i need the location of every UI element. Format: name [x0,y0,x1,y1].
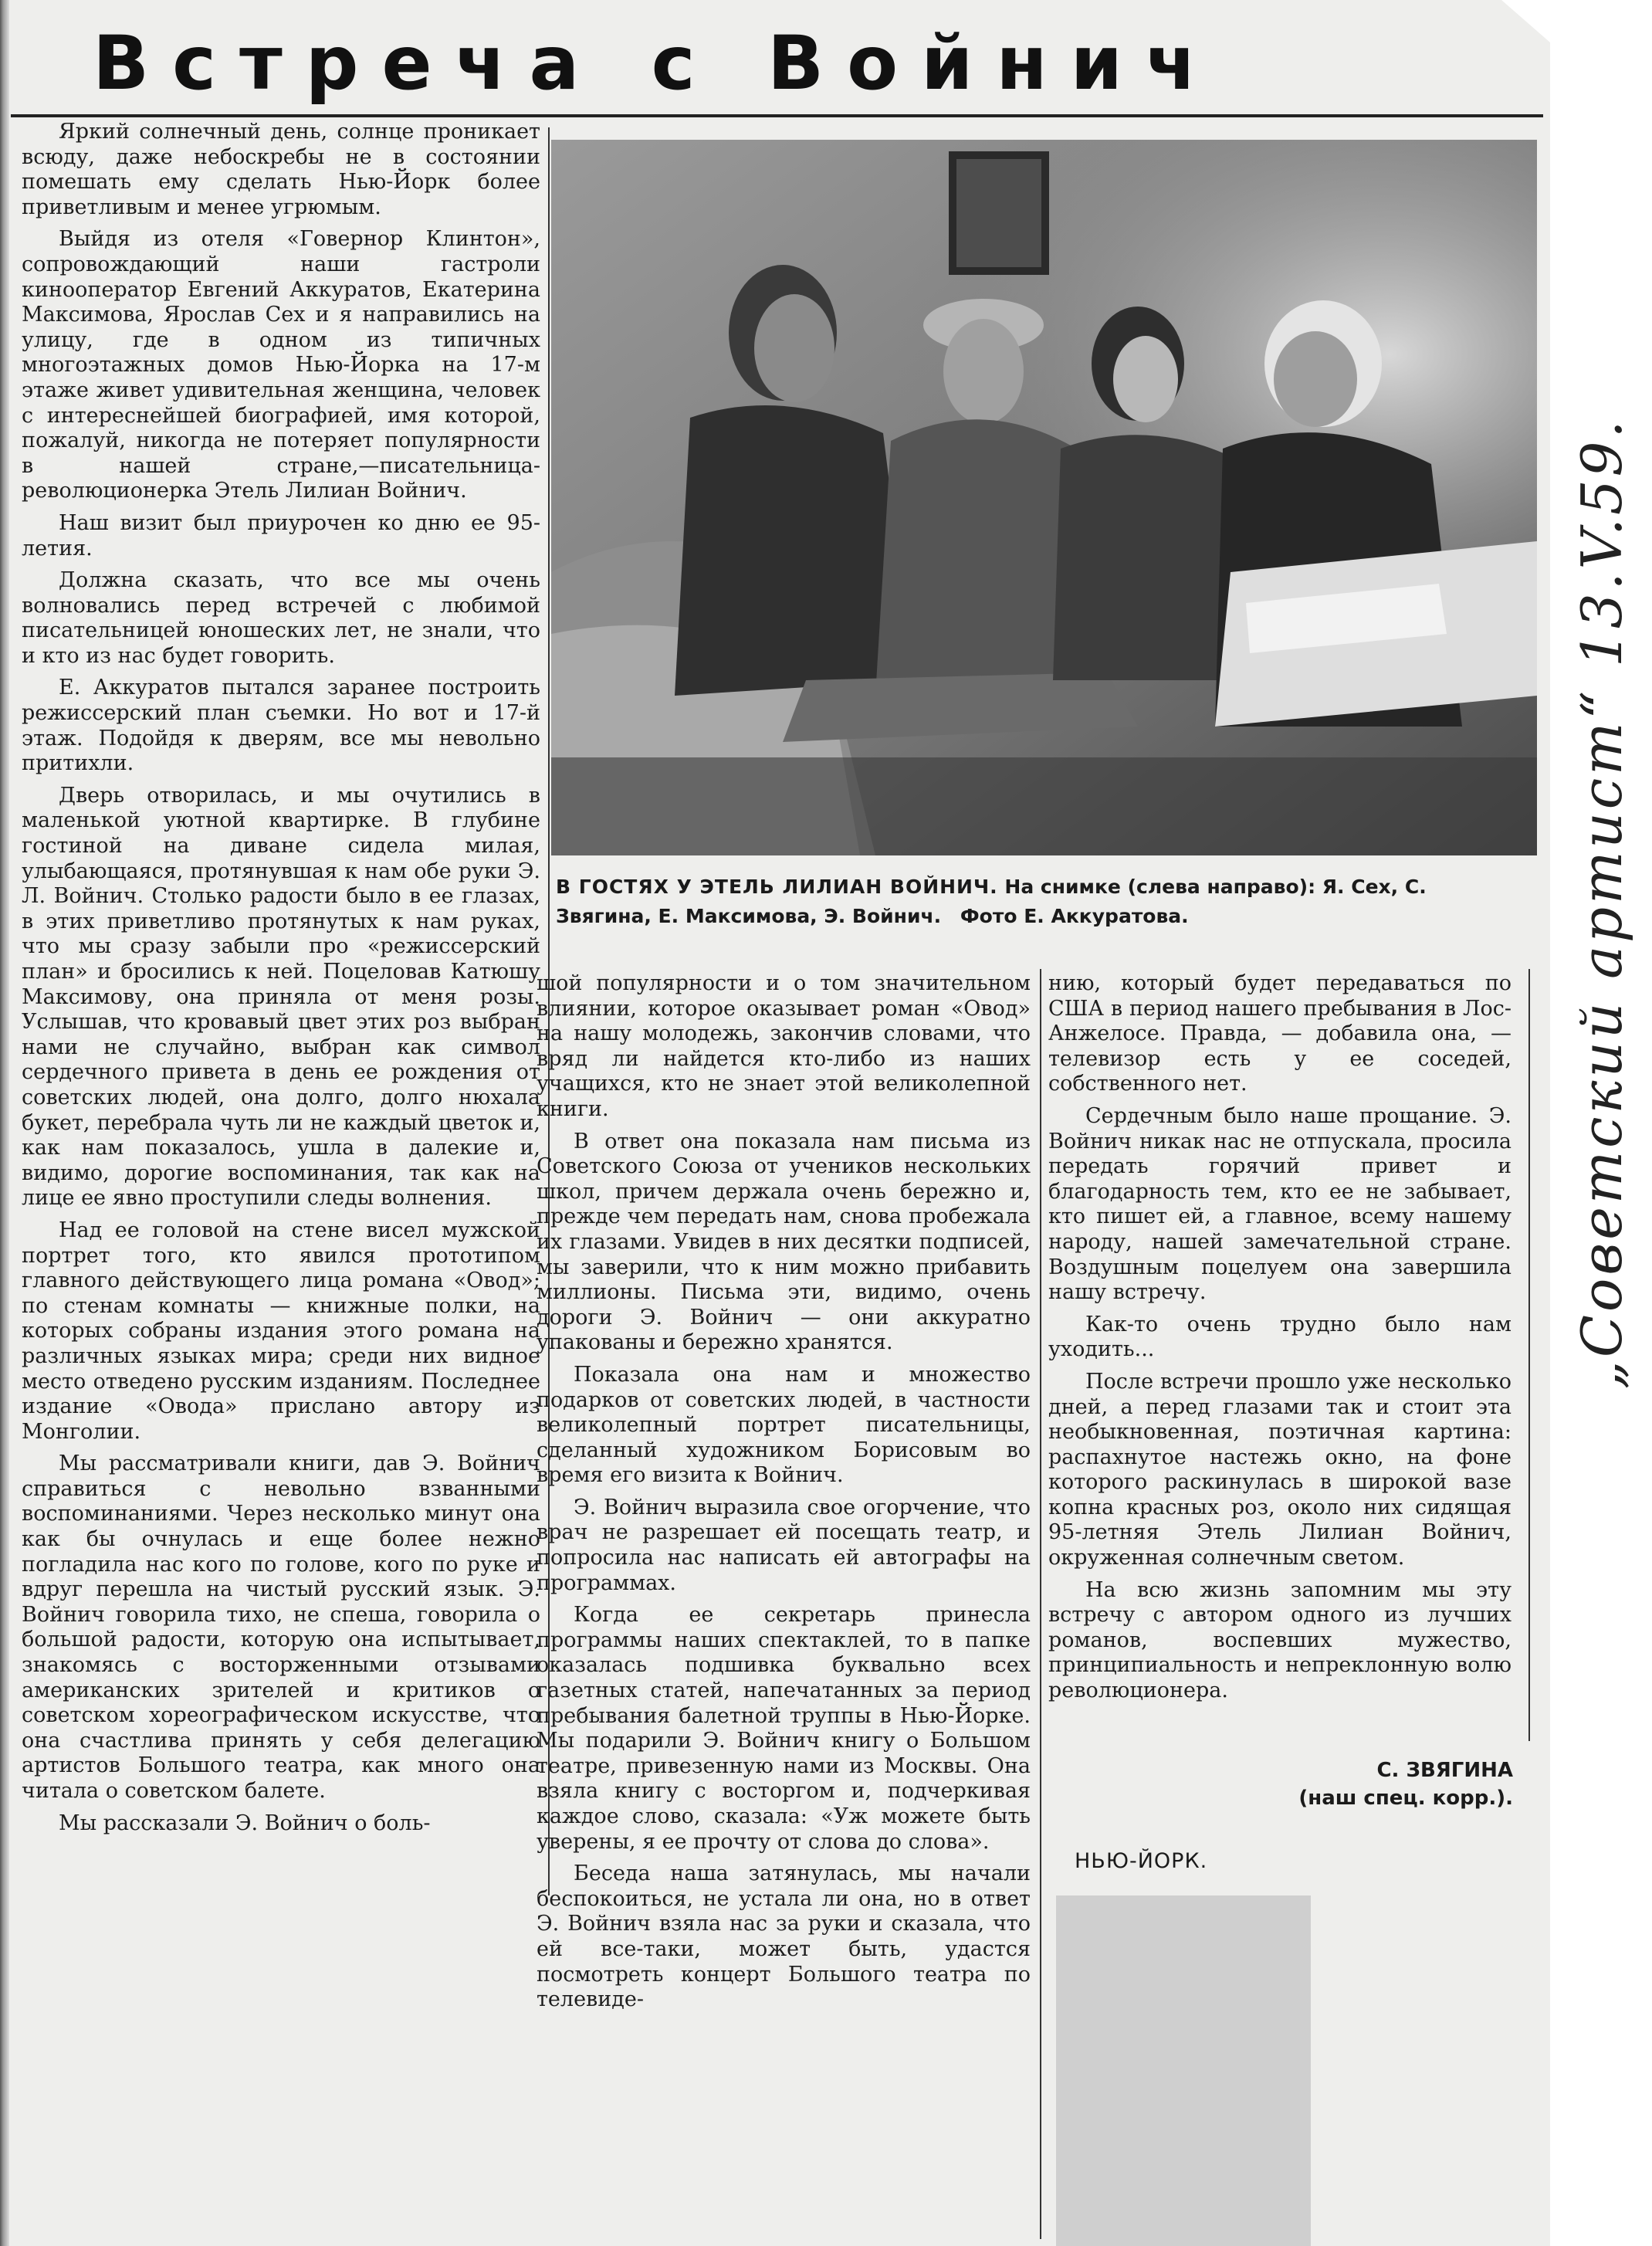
photo-caption [556,872,1528,931]
dateline-location: НЬЮ-ЙОРК. [1075,1849,1208,1873]
paper-edge [0,0,9,2246]
caption-text: На снимке (слева направо): Я. Сех, С. Звягина, Е. Максимова, Э. Войнич. [556,876,1427,927]
paragraph: шой популярности и о том значительном влиянии, которое оказывает роман «Овод» на нашу молодежь, закончив словами, что вряд ли найдется кто-либо из наших учащихся, кто не знает этой великолепной книги. [537,971,1031,1121]
author-signature [1173,1756,1513,1812]
paragraph: Мы рассказали Э. Войнич о боль- [59,1811,431,1835]
column-2 [537,971,1031,2013]
column-3 [1048,971,1512,1704]
author-role: (наш спец. корр.). [1298,1787,1513,1810]
paragraph: Е. Аккуратов пытался заранее построить режиссерский план съемки. Но вот и 17-й этаж. Подойдя к дверям, все мы невольно притихли. [22,676,540,776]
paragraph: На всю жизнь запомним мы эту встречу с автором одного из лучших романов, воспевших мужество, принципиальность и непреклонную волю революционера. [1048,1577,1512,1703]
paragraph: Э. Войнич выразила свое огорчение, что врач не разрешает ей посещать театр, и попросила нас написать ей автографы на программах. [537,1495,1031,1595]
paragraph: Мы рассматривали книги, дав Э. Войнич справиться с невольно взванными воспоминаниями. Через несколько минут она как бы очнулась и еще более нежно погладила нас кого по голове, кого по руке и вдруг перешла на чистый русский язык. Э. Войнич говорила тихо, не спеша, говорила о большой радости, которую она испытывает, знакомясь с восторженными отзывами американских зрителей и критиков о советском хореографическом искусстве, что она счастлива принять у себя делегацию артистов Большого театра, как много она читала о советском балете. [22,1452,540,1803]
paragraph: Должна сказать, что все мы очень волновались перед встречей с любимой писательницей юношеских лет, не знали, что и кто из нас будет говорить. [22,568,540,668]
column-1 [22,120,540,1836]
photo [551,140,1537,855]
paragraph: Когда ее секретарь принесла программы наших спектаклей, то в папке оказалась подшивка буквально всех газетных статей, напечатанных за период пребывания балетной труппы в Нью-Йорке. Мы подарили Э. Войнич книгу о Большом театре, привезенную нами из Москвы. Она взяла книгу с восторгом и, подчеркивая каждое слово, сказала: «Уж можете быть уверены, я ее прочту от слова до слова». [537,1603,1031,1854]
paragraph: Беседа наша затянулась, мы начали беспокоиться, не устала ли она, но в ответ Э. Войнич взяла нас за руки и сказала, что ей все-таки, может быть, удастся посмотреть концерт Большого театра по телевиде- [537,1862,1031,2012]
column-rule [1040,969,1041,2239]
paragraph: Сердечным было наше прощание. Э. Войнич никак нас не отпускала, просила передать горячий привет и благодарность тем, кто ее не забывает, кто пишет ей, а главное, всему нашему народу, нашей замечательной стране. Воздушным поцелуем она завершила нашу встречу. [1048,1103,1512,1305]
headline-rule [11,114,1543,117]
paragraph: Над ее головой на стене висел мужской портрет того, кто явился прототипом главного действующего лица романа «Овод»; по стенам комнаты — книжные полки, на которых собраны издания этого романа на различных языках мира; среди них видное место отведено русским изданиям. Последнее издание «Овода» прислано автору из Монголии. [22,1218,540,1444]
column-rule [1528,969,1530,1741]
photo-credit: Фото Е. Аккуратова. [960,905,1189,927]
paragraph: Выйдя из отеля «Говернор Клинтон», сопровождающий наши гастроли кинооператор Евгений Аккуратов, Екатерина Максимова, Ярослав Сех и я направились на улицу, где в одном из типичных многоэтажных домов Нью-Йорка на 17-м этаже живет удивительная женщина, человек с интереснейшей биографией, имя которой, пожалуй, никогда не потеряет популярности в нашей стране,—писательница-революционерка Этель Лилиан Войнич. [22,227,540,503]
paragraph: нию, который будет передаваться по США в период нашего пребывания в Лос-Анжелосе. Правда, — добавила она, — телевизор есть у ее соседей, собственного нет. [1048,971,1512,1096]
paragraph: В ответ она показала нам письма из Советского Союза от учеников нескольких школ, причем держала очень бережно и, прежде чем передать нам, снова пробежала их глазами. Увидев в них десятки подписей, мы заверили, что к ним можно прибавить миллионы. Письма эти, видимо, очень дороги Э. Войнич — они аккуратно упакованы и бережно хранятся. [537,1129,1031,1355]
handwritten-source-date: „Советский артист“ 13.V.59. [1569,417,1634,1390]
paragraph: После встречи прошло уже несколько дней, а перед глазами так и стоит эта необыкновенная, поэтичная картина: распахнутое настежь окно, на фоне которого раскинулась в широкой вазе копна красных роз, около них сидящая 95-летняя Этель Лилиан Войнич, окруженная солнечным светом. [1048,1369,1512,1570]
paragraph: Как-то очень трудно было нам уходить... [1048,1312,1512,1362]
photo-image [551,140,1537,855]
author-name: С. ЗВЯГИНА [1376,1759,1513,1782]
caption-title: В ГОСТЯХ У ЭТЕЛЬ ЛИЛИАН ВОЙНИЧ. [556,876,998,898]
paragraph: Яркий солнечный день, солнце проникает всюду, даже небоскребы не в состоянии помешать ему сделать Нью-Йорк более приветливым и менее угрюмым. [22,120,540,219]
headline: Встреча с Войнич [93,20,1220,107]
paragraph: Дверь отворилась, и мы очутились в маленькой уютной квартирке. В глубине гостиной на диване сидела милая, улыбающаяся, протянувшая к нам обе руки Э. Л. Войнич. Столько радости было в ее глазах, в этих приветливо протянутых к нам руках, что мы сразу забыли про «режиссерский план» и бросились к ней. Поцеловав Катюшу Максимову, она приняла от меня розы. Услышав, что кровавый цвет этих роз выбран нами не случайно, выбран как символ сердечного привета в день ее рождения от советских людей, она долго, долго нюхала букет, перебрала чуть ли не каждый цветок и, как нам показалось, ушла в далекие и, видимо, дорогие воспоминания, так как на лице ее явно проступили следы волнения. [22,783,540,1211]
paragraph: Показала она нам и множество подарков от советских людей, в частности великолепный портрет писательницы, сделанный художником Борисовым во время его визита к Войнич. [537,1362,1031,1488]
paragraph: Наш визит был приурочен ко дню ее 95-летия. [22,510,540,561]
handwritten-note [1559,371,1644,1436]
grey-patch [1056,1895,1311,2246]
